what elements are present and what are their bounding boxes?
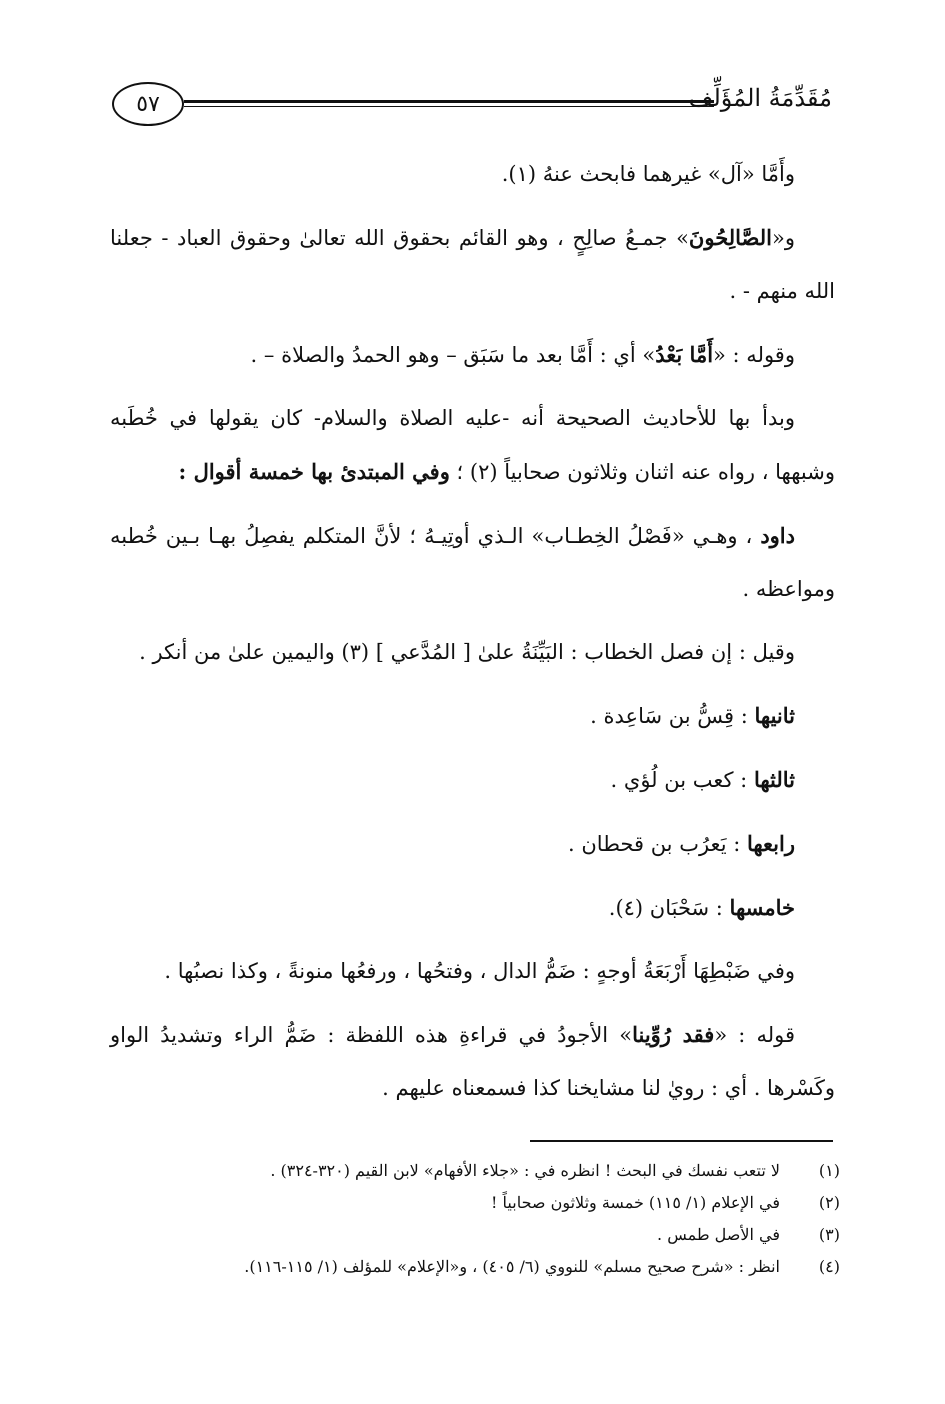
paragraph [110, 817, 835, 871]
footnote [110, 1251, 840, 1283]
header-rule [184, 100, 714, 103]
text-run: وأَمَّا «آل» غيرهما فابحث عنهُ [536, 162, 795, 186]
paragraph [110, 509, 835, 616]
footnote-text: في الأصل طمس . [657, 1225, 780, 1244]
bold-phrase: داود [760, 523, 795, 548]
main-text [110, 148, 835, 1125]
footnote-number: (١) [818, 1161, 840, 1180]
text-run: (٤) [615, 896, 644, 920]
text-run: وبدأ بها للأحاديث الصحيحة أنه -عليه الصلاة والسلام- كان يقولها في خُطَبه وشبهها ، رواه عنه اثنان وثلاثون صحابياً [110, 406, 835, 484]
paragraph [110, 753, 835, 807]
text-run: ، وهـي «فَصْلُ الخِطـاب» الـذي أوتِيـهُ ؛ لأنَّ المتكلم يفصِلُ بهـا بـين خُطبه ومواعظه . [110, 524, 835, 601]
paragraph [110, 328, 835, 382]
bold-phrase: ثانيها [754, 703, 795, 728]
footnote-separator [530, 1140, 833, 1142]
bold-phrase: فقد رُوِّينا [632, 1022, 715, 1047]
text-run: (٢) [469, 460, 498, 484]
text-run: » جمـعُ صالِحٍ ، وهو القائم بحقوق الله تعالىٰ وحقوق العباد - جعلنا الله منهم - . [110, 226, 835, 303]
paragraph [110, 626, 835, 679]
bold-phrase: ثالثها [753, 767, 795, 792]
paragraph [110, 211, 835, 318]
bold-phrase: رابعها [746, 831, 795, 856]
text-run: : يَعرُب بن قحطان . [568, 832, 747, 856]
header-rule-thin [184, 106, 714, 107]
footnote [110, 1155, 840, 1187]
text-run: » الأجودُ في قراءةِ هذه اللفظة : ضَمُّ الراء وتشديدُ الواو وكَسْرها . أي : رويٰ لنا مشايخنا كذا فسمعناه عليهم . [110, 1023, 835, 1100]
page-header [112, 82, 832, 132]
footnote [110, 1219, 840, 1251]
text-run: : قِسُّ بن سَاعِدة . [590, 704, 755, 728]
footnotes [110, 1155, 840, 1283]
paragraph [110, 945, 835, 998]
paragraph [110, 392, 835, 499]
text-run: » أي : أَمَّا بعد ما سَبَق – وهو الحمدُ والصلاة – . [250, 343, 656, 367]
text-run: (٣) [341, 640, 370, 664]
bold-phrase: أَمَّا بَعْدُ [655, 342, 714, 367]
text-run: . [608, 896, 616, 920]
text-run: و« [772, 226, 795, 250]
bold-phrase: الصَّالِحُونَ [688, 225, 772, 250]
text-run: وقيل : إن فصل الخطاب : البَيِّنَةُ علىٰ [ المُدَّعي ] [369, 640, 795, 664]
text-run: : كعب بن لُؤي . [610, 768, 754, 792]
text-run: وفي ضَبْطِهَا أَرْبَعَةُ أوجهٍ : ضَمُّ الدال ، وفتحُها ، ورفعُها منونةً ، وكذا نصبُها . [164, 959, 795, 983]
bold-phrase: خامسها [729, 895, 795, 920]
text-run: واليمين علىٰ من أنكر . [139, 640, 342, 664]
paragraph [110, 689, 835, 743]
footnote-text: لا تتعب نفسك في البحث ! انظره في : «جلاء الأفهام» لابن القيم (٣٢٠-٣٢٤) . [270, 1161, 780, 1180]
text-run: وقوله : « [713, 343, 795, 367]
footnote-number: (٣) [818, 1225, 840, 1244]
text-run: قوله : « [714, 1023, 796, 1047]
chapter-title: مُقَدِّمَةُ المُؤَلِّف [688, 84, 832, 112]
paragraph [110, 881, 835, 935]
footnote [110, 1187, 840, 1219]
footnote-text: في الإعلام (١/ ١١٥) خمسة وثلاثون صحابياً ! [491, 1193, 780, 1212]
footnote-text: انظر : «شرح صحيح مسلم» للنووي (٦/ ٤٠٥) ، و«الإعلام» للمؤلف (١/ ١١٥-١١٦). [244, 1257, 780, 1276]
paragraph [110, 148, 835, 201]
text-run: ؛ [449, 460, 470, 484]
footnote-number: (٤) [818, 1257, 840, 1276]
text-run: : سَحْبَان [643, 896, 730, 920]
text-run: (١) [508, 162, 537, 186]
paragraph [110, 1008, 835, 1115]
footnote-number: (٢) [818, 1193, 840, 1212]
text-run: . [501, 162, 509, 186]
page-number: ٥٧ [112, 82, 184, 126]
bold-phrase: وفي المبتدئ بها خمسة أقوال : [178, 459, 450, 484]
